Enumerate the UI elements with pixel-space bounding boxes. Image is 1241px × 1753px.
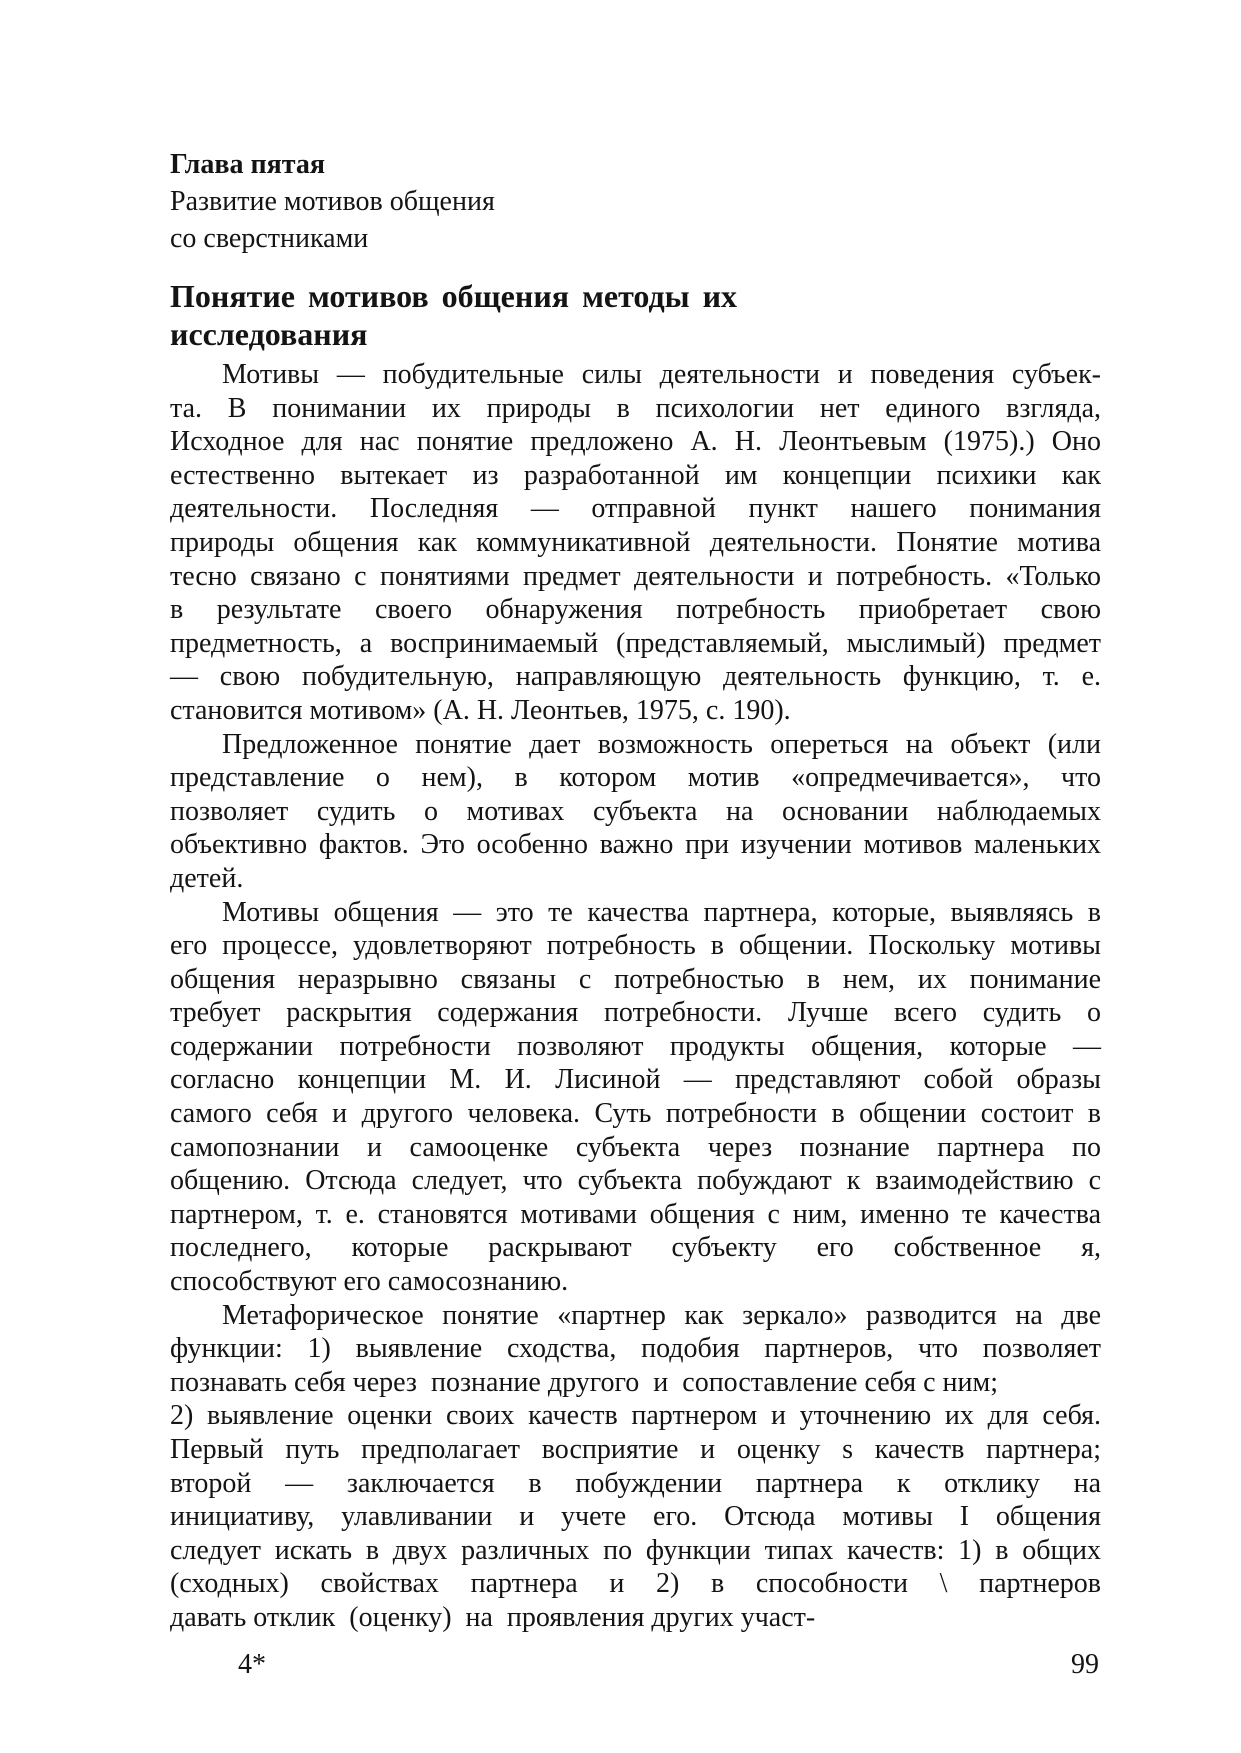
text-line: Исходное для нас понятие предложено А. Н. Леонтьевым (1975).) Оно bbox=[170, 426, 1101, 458]
text-line: природы общения как коммуникативной деятельности. Понятие мотива bbox=[170, 526, 1101, 558]
text-line: давать отклик (оценку) на проявления других участ- bbox=[170, 1601, 816, 1633]
text-line: общения неразрывно связаны с потребностью в нем, их понимание bbox=[170, 963, 1101, 995]
chapter-subtitle-line-1: Развитие мотивов общения bbox=[170, 186, 495, 217]
text-line: позволяет судить о мотивах субъекта на основании наблюдаемых bbox=[170, 795, 1101, 827]
text-line: Первый путь предполагает восприятие и оценку s качеств партнера; bbox=[170, 1434, 1101, 1465]
paragraph bbox=[170, 358, 1101, 728]
text-line: — свою побудительную, направляющую деятельность функцию, т. е. bbox=[170, 661, 1101, 693]
text-line: партнером, т. е. становятся мотивами общения с ним, именно те качества bbox=[170, 1198, 1101, 1230]
text-line: познавать себя через познание другого и сопоставление себя с ним; bbox=[170, 1366, 998, 1398]
page-footer bbox=[170, 1649, 1101, 1681]
text-line: функции: 1) выявление сходства, подобия партнеров, что позволяет bbox=[170, 1333, 1101, 1365]
text-line: естественно вытекает из разработанной им концепции психики как bbox=[170, 459, 1101, 491]
text-line: деятельности. Последняя — отправной пункт нашего понимания bbox=[170, 493, 1101, 525]
text-line: Метафорическое понятие «партнер как зеркало» разводится на две bbox=[222, 1299, 1101, 1331]
text-line: способствуют его самосознанию. bbox=[170, 1266, 569, 1298]
text-line: его процессе, удовлетворяют потребность в общении. Поскольку мотивы bbox=[170, 930, 1101, 962]
text-line: 2) выявление оценки своих качеств партнером и уточнению их для себя. bbox=[170, 1400, 1101, 1432]
paragraph bbox=[170, 896, 1101, 1299]
text-line: в результате своего обнаружения потребность приобретает свою bbox=[170, 594, 1101, 626]
footer-page-number: 99 bbox=[1071, 1648, 1099, 1680]
text-line: тесно связано с понятиями предмет деятельности и потребность. «Только bbox=[170, 560, 1101, 592]
text-line: объективно фактов. Это особенно важно при изучении мотивов маленьких bbox=[170, 829, 1101, 861]
chapter-subtitle-line-2: со сверстниками bbox=[170, 223, 369, 254]
text-line: последнего, которые раскрывают субъекту его собственное я, bbox=[170, 1232, 1101, 1264]
text-line: предметность, а воспринимаемый (представляемый, мыслимый) предмет bbox=[170, 627, 1101, 659]
text-line: второй — заключается в побуждении партнера к отклику на bbox=[170, 1467, 1101, 1499]
chapter-title: Глава пятая bbox=[170, 149, 326, 180]
text-line: представление о нем), в котором мотив «опредмечивается», что bbox=[170, 762, 1101, 794]
text-line: Мотивы общения — это те качества партнера, которые, выявляясь в bbox=[222, 896, 1101, 928]
section-heading bbox=[170, 277, 1101, 353]
paragraph bbox=[170, 1299, 1101, 1635]
text-line: детей. bbox=[170, 862, 244, 894]
section-heading-line-2: исследования bbox=[170, 316, 368, 352]
footer-signature-mark: 4* bbox=[238, 1648, 266, 1680]
text-line: Предложенное понятие дает возможность опереться на объект (или bbox=[222, 728, 1101, 760]
text-line: самого себя и другого человека. Суть потребности в общении состоит в bbox=[170, 1098, 1101, 1130]
text-line: Мотивы — побудительные силы деятельности и поведения субъек- bbox=[222, 359, 1101, 390]
section-heading-line-1: Понятие мотивов общения методы их bbox=[170, 278, 738, 314]
text-line: требует раскрытия содержания потребности. Лучше всего судить о bbox=[170, 997, 1101, 1029]
text-line: содержании потребности позволяют продукты общения, которые — bbox=[170, 1030, 1101, 1062]
text-line: инициативу, улавливании и учете его. Отсюда мотивы I общения bbox=[170, 1501, 1101, 1533]
text-line: самопознании и самооценке субъекта через познание партнера по bbox=[170, 1131, 1101, 1163]
text-line: следует искать в двух различных по функции типах качеств: 1) в общих bbox=[170, 1534, 1101, 1566]
chapter-header bbox=[170, 146, 1101, 257]
body-text bbox=[170, 358, 1101, 1635]
text-line: согласно концепции М. И. Лисиной — представляют собой образы bbox=[170, 1064, 1101, 1096]
paragraph bbox=[170, 728, 1101, 896]
text-line: (сходных) свойствах партнера и 2) в способности \ партнеров bbox=[170, 1568, 1101, 1600]
text-line: та. В понимании их природы в психологии нет единого взгляда, bbox=[170, 392, 1101, 424]
text-line: общению. Отсюда следует, что субъекта побуждают к взаимодействию с bbox=[170, 1165, 1101, 1197]
text-line: становится мотивом» (А. Н. Леонтьев, 1975, с. 190). bbox=[170, 694, 791, 726]
